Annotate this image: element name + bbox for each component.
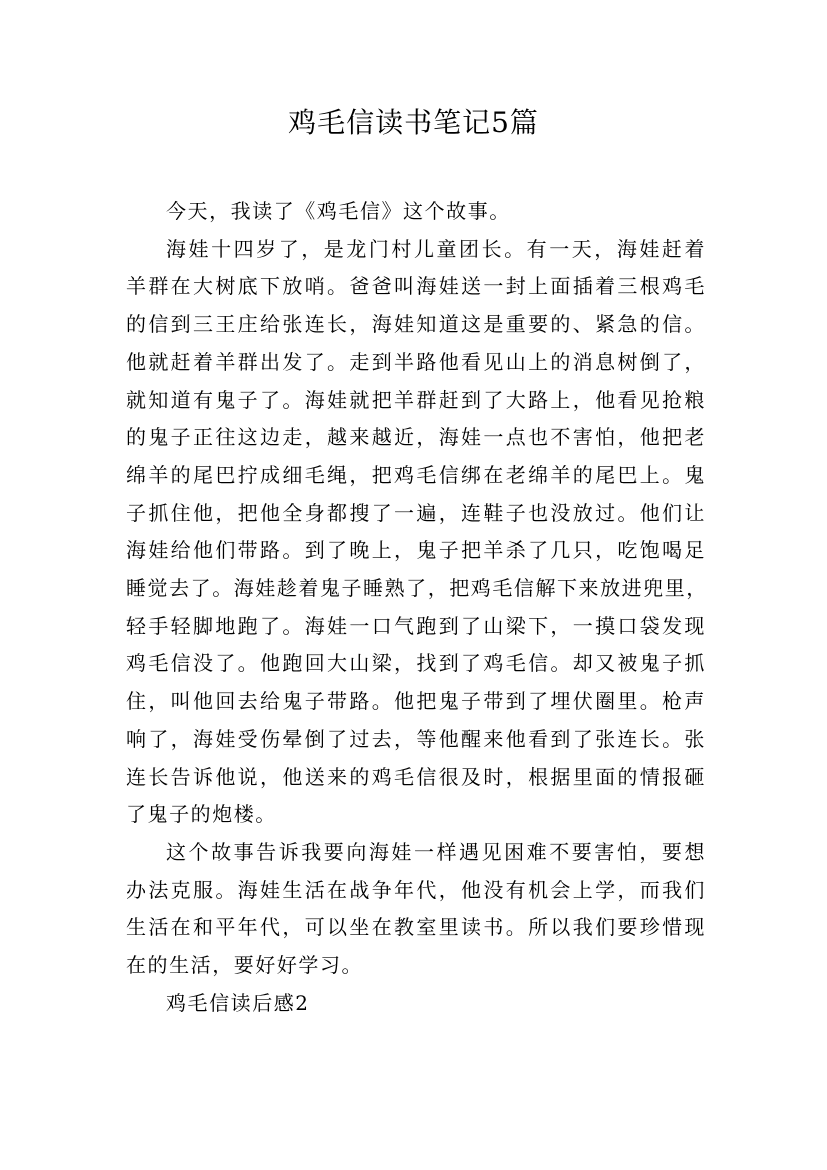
paragraph-line: 绵羊的尾巴拧成细毛绳，把鸡毛信绑在老绵羊的尾巴上。鬼	[126, 462, 706, 487]
paragraph-line: 的信到三王庄给张连长，海娃知道这是重要的、紧急的信。	[126, 312, 706, 337]
paragraph	[126, 231, 706, 834]
paragraph-line: 这个故事告诉我要向海娃一样遇见困难不要害怕，要想	[166, 839, 706, 864]
paragraph-line: 连长告诉他说，他送来的鸡毛信很及时，根据里面的情报砸	[126, 764, 706, 789]
paragraph-line: 就知道有鬼子了。海娃就把羊群赶到了大路上，他看见抢粮	[126, 387, 706, 412]
document-title: 鸡毛信读书笔记5篇	[288, 106, 539, 139]
paragraph-line: 鸡毛信没了。他跑回大山梁，找到了鸡毛信。却又被鬼子抓	[126, 651, 706, 676]
paragraph-line: 办法克服。海娃生活在战争年代，他没有机会上学，而我们	[126, 877, 706, 902]
paragraph-line: 羊群在大树底下放哨。爸爸叫海娃送一封上面插着三根鸡毛	[126, 274, 706, 299]
paragraph	[126, 985, 706, 1023]
paragraph-line: 鸡毛信读后感2	[166, 990, 310, 1015]
paragraph-line: 生活在和平年代，可以坐在教室里读书。所以我们要珍惜现	[126, 915, 706, 940]
paragraph-line: 他就赶着羊群出发了。走到半路他看见山上的消息树倒了，	[126, 349, 706, 374]
paragraph-line: 了鬼子的炮楼。	[126, 802, 277, 827]
paragraph-line: 轻手轻脚地跑了。海娃一口气跑到了山梁下，一摸口袋发现	[126, 613, 706, 638]
paragraph-line: 响了，海娃受伤晕倒了过去，等他醒来他看到了张连长。张	[126, 726, 706, 751]
paragraph-line: 海娃十四岁了，是龙门村儿童团长。有一天，海娃赶着	[166, 236, 706, 261]
paragraph-line: 海娃给他们带路。到了晚上，鬼子把羊杀了几只，吃饱喝足	[126, 538, 706, 563]
paragraph-line: 睡觉去了。海娃趁着鬼子睡熟了，把鸡毛信解下来放进兜里，	[126, 576, 708, 601]
document-body	[126, 193, 706, 1022]
paragraph-line: 的鬼子正往这边走，越来越近，海娃一点也不害怕，他把老	[126, 425, 706, 450]
paragraph-line: 子抓住他，把他全身都搜了一遍，连鞋子也没放过。他们让	[126, 500, 706, 525]
paragraph-line: 住，叫他回去给鬼子带路。他把鬼子带到了埋伏圈里。枪声	[126, 689, 706, 714]
paragraph	[126, 193, 706, 231]
paragraph-line: 今天，我读了《鸡毛信》这个故事。	[166, 199, 511, 223]
paragraph-line: 在的生活，要好好学习。	[126, 953, 364, 978]
paragraph	[126, 834, 706, 985]
